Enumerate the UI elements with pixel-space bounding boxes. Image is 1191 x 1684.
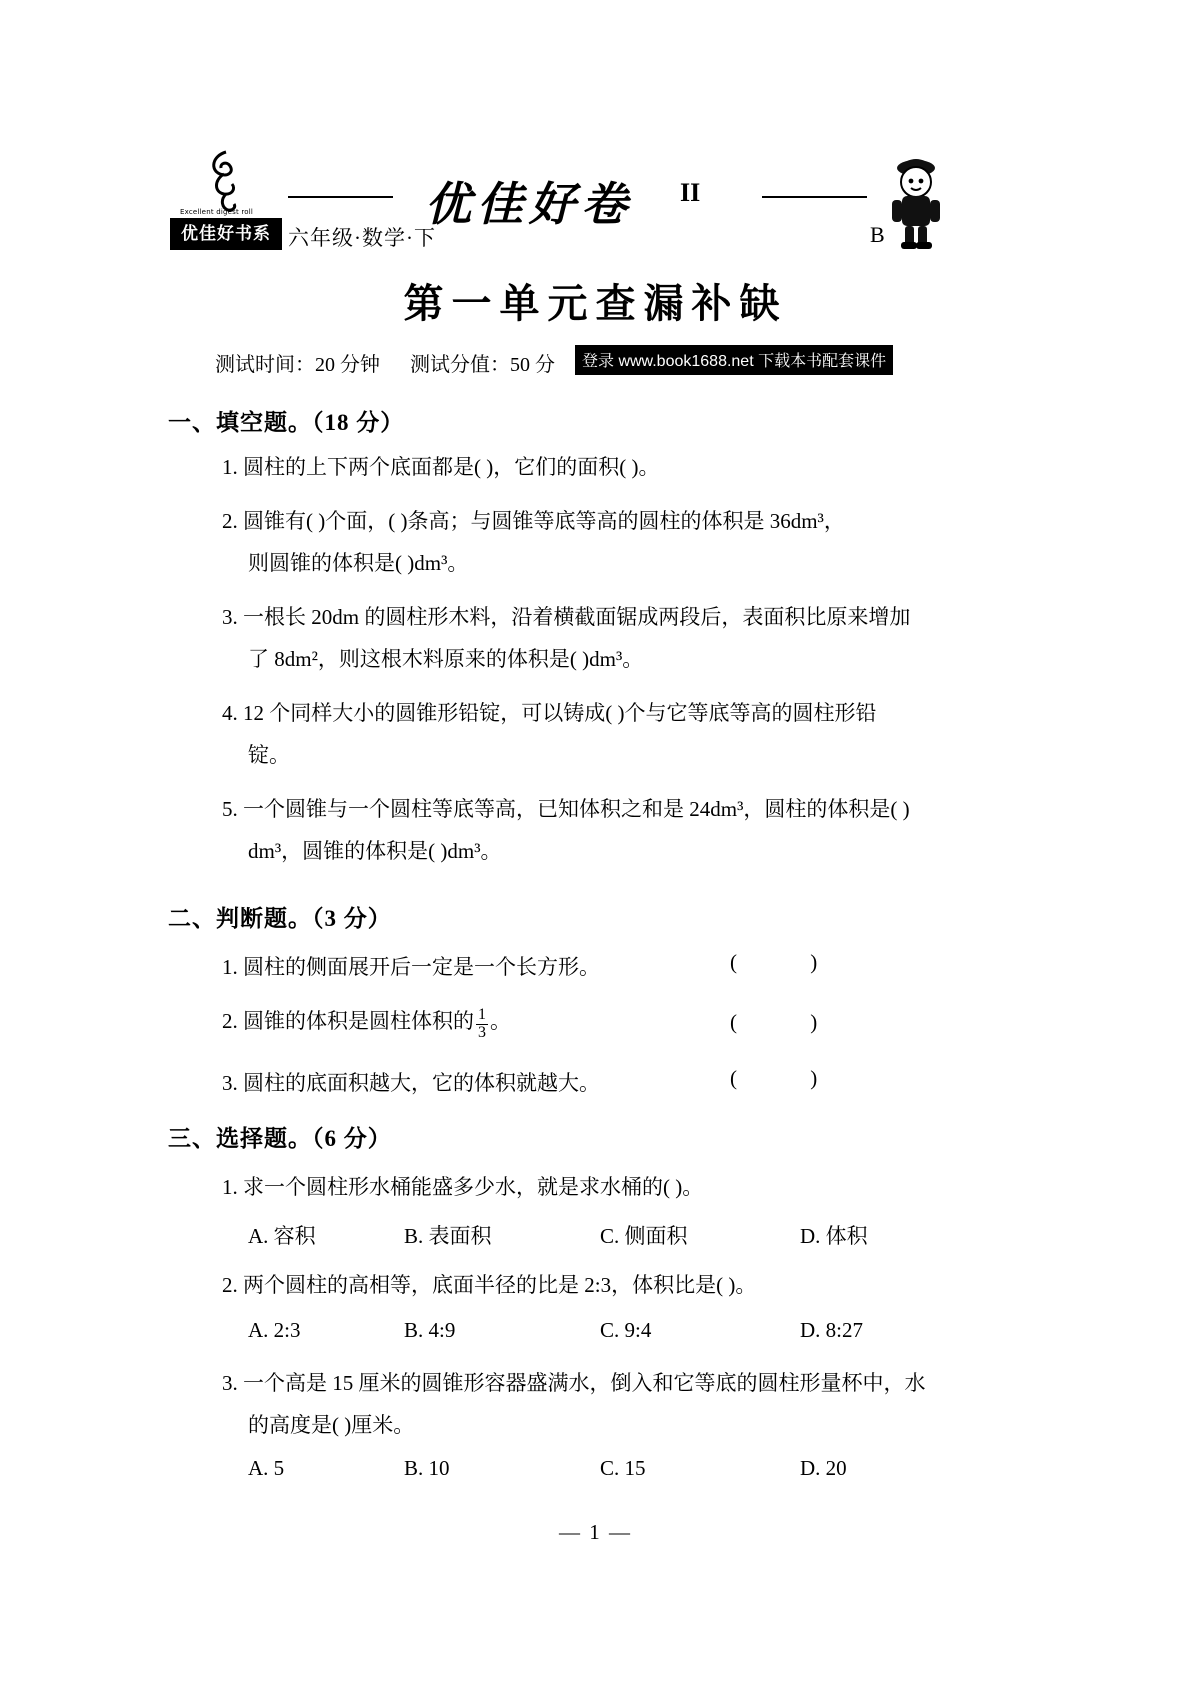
question-2-2-text-post: 。: [490, 1009, 511, 1033]
question-1-5-line2: dm³，圆锥的体积是( )dm³。: [248, 839, 502, 863]
question-1-1: 1. 圆柱的上下两个底面都是( )，它们的面积( )。: [222, 455, 660, 479]
brand-title: 优佳好卷: [425, 177, 633, 231]
question-2-2: [222, 1004, 982, 1042]
option-3-3-c[interactable]: C. 15: [600, 1456, 646, 1480]
test-time: 测试时间：20 分钟: [215, 354, 380, 376]
section-heading-fill-blank: 一、填空题。（18 分）: [168, 410, 405, 435]
page-header: [170, 150, 1000, 270]
option-3-1-d[interactable]: D. 体积: [800, 1224, 868, 1248]
question-2-2-text-pre: 2. 圆锥的体积是圆柱体积的: [222, 1009, 474, 1033]
section-heading-multiple-choice: 三、选择题。（6 分）: [168, 1126, 392, 1151]
answer-bracket-2-3[interactable]: ( ): [730, 1066, 852, 1090]
fraction-one-third: [476, 1007, 488, 1042]
logo-english-text: Excellent digest roll: [180, 208, 254, 216]
header-rule-right: [762, 196, 867, 198]
mascot-icon: [880, 150, 952, 250]
option-3-1-a[interactable]: A. 容积: [248, 1224, 316, 1248]
question-3-2-stem: 2. 两个圆柱的高相等，底面半径的比是 2:3，体积比是( )。: [222, 1273, 757, 1297]
question-3-1-stem: 1. 求一个圆柱形水桶能盛多少水，就是求水桶的( )。: [222, 1175, 704, 1199]
grade-subject-line: 六年级·数学·下: [288, 226, 436, 250]
section-heading-true-false: 二、判断题。（3 分）: [168, 906, 392, 931]
website-banner: 登录 www.book1688.net 下载本书配套课件: [575, 345, 893, 375]
logo-badge: 优佳好书系: [170, 218, 282, 250]
question-3-3-stem-line1: 3. 一个高是 15 厘米的圆锥形容器盛满水，倒入和它等底的圆柱形量杯中，水: [222, 1371, 926, 1395]
swirl-icon: [200, 150, 252, 212]
header-rule-left: [288, 196, 393, 198]
option-3-1-b[interactable]: B. 表面积: [404, 1224, 492, 1248]
question-2-3: 3. 圆柱的底面积越大，它的体积就越大。: [222, 1071, 600, 1095]
question-1-2-line1: 2. 圆锥有( )个面，( )条高；与圆锥等底等高的圆柱的体积是 36dm³，: [222, 509, 845, 533]
option-3-2-d[interactable]: D. 8:27: [800, 1318, 863, 1342]
question-1-2-line2: 则圆锥的体积是( )dm³。: [248, 551, 469, 575]
question-3-3-stem-line2: 的高度是( )厘米。: [248, 1413, 415, 1437]
option-3-3-a[interactable]: A. 5: [248, 1456, 285, 1480]
question-1-4-line1: 4. 12 个同样大小的圆锥形铅锭，可以铸成( )个与它等底等高的圆柱形铅: [222, 701, 877, 725]
question-2-1: 1. 圆柱的侧面展开后一定是一个长方形。: [222, 955, 600, 979]
test-score: 测试分值：50 分: [410, 354, 555, 376]
brand-series-mark: II: [680, 178, 701, 207]
option-3-3-d[interactable]: D. 20: [800, 1456, 847, 1480]
publisher-logo: [170, 150, 280, 255]
volume-letter: B: [870, 222, 885, 247]
question-1-3-line1: 3. 一根长 20dm 的圆柱形木料，沿着横截面锯成两段后，表面积比原来增加: [222, 605, 911, 629]
option-3-2-b[interactable]: B. 4:9: [404, 1318, 456, 1342]
question-1-3-line2: 了 8dm²，则这根木料原来的体积是( )dm³。: [248, 647, 644, 671]
answer-bracket-2-2[interactable]: ( ): [730, 1010, 852, 1034]
question-1-5-line1: 5. 一个圆锥与一个圆柱等底等高，已知体积之和是 24dm³，圆柱的体积是( ): [222, 797, 910, 821]
fraction-numerator: 1: [478, 1006, 486, 1024]
option-3-3-b[interactable]: B. 10: [404, 1456, 450, 1480]
page-title: 第一单元查漏补缺: [403, 281, 788, 326]
question-1-4-line2: 锭。: [248, 743, 290, 767]
answer-bracket-2-1[interactable]: ( ): [730, 950, 852, 974]
option-3-1-c[interactable]: C. 侧面积: [600, 1224, 688, 1248]
fraction-denominator: 3: [478, 1024, 486, 1041]
option-3-2-a[interactable]: A. 2:3: [248, 1318, 301, 1342]
option-3-2-c[interactable]: C. 9:4: [600, 1318, 652, 1342]
page-number: — 1 —: [559, 1520, 632, 1544]
exam-meta: [215, 348, 975, 376]
